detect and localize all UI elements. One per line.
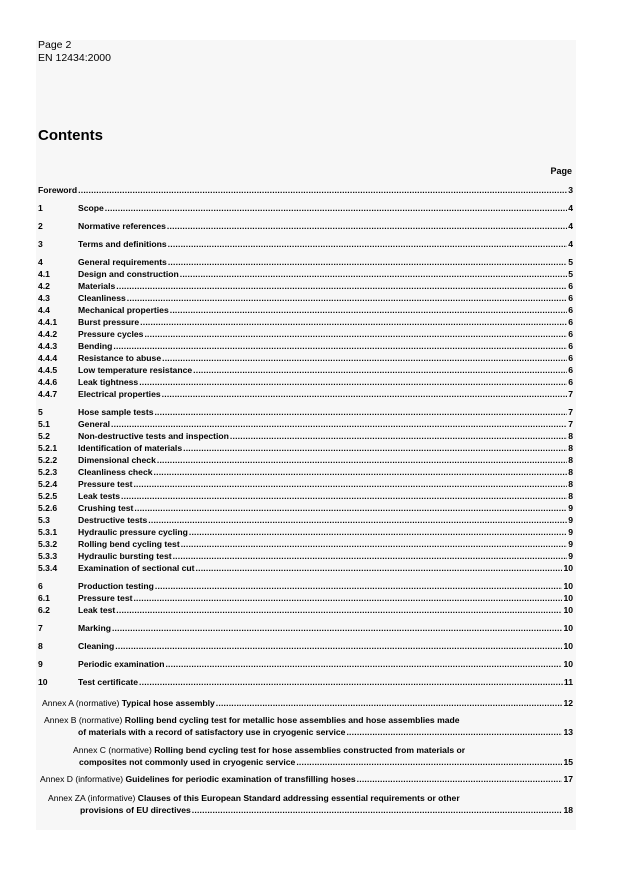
toc-entry-number: 4.4.4 [38,353,58,363]
toc-entry-number: 4.3 [38,293,50,303]
leader-dots [296,756,562,768]
toc-row[interactable] [38,604,573,616]
toc-row[interactable] [38,220,573,232]
toc-entry-text: Leak tests [78,491,121,501]
leader-dots [111,418,567,430]
leader-dots [140,316,567,328]
toc-entry-page: 6 [568,305,573,315]
toc-row[interactable] [38,364,573,376]
toc-entry-text: Hydraulic pressure cycling [78,527,188,537]
toc-entry-number: 8 [38,641,43,651]
toc-row[interactable] [38,304,573,316]
toc-entry-page: 7 [568,419,573,429]
leader-dots [116,280,567,292]
toc-entry-page: 5 [568,269,573,279]
toc-entry-text: Cleaning [78,641,115,651]
toc-entry-text: Non-destructive tests and inspection [78,431,229,441]
page-header [38,39,111,65]
annex-page: 17 [563,774,573,784]
toc-entry-page: 9 [568,515,573,525]
leader-dots [170,304,567,316]
toc-entry-text: Mechanical properties [78,305,169,315]
toc-entry-page: 5 [568,257,573,267]
toc-entry-number: 6.2 [38,605,50,615]
toc-entry-number: 10 [38,677,48,687]
toc-row[interactable] [38,538,573,550]
toc-entry-number: 5.2.5 [38,491,58,501]
toc-entry-text: Examination of sectional cut [78,563,195,573]
leader-dots [139,676,563,688]
toc-entry-text: Design and construction [78,269,179,279]
toc-entry-page: 8 [568,455,573,465]
toc-row[interactable] [38,352,573,364]
toc-entry-page: 4 [568,203,573,213]
toc-entry-text: Destructive tests [78,515,148,525]
toc-entry-page: 9 [568,527,573,537]
toc-entry-number: 4.4.1 [38,317,58,327]
toc-row-foreword[interactable] [38,184,573,196]
toc-entry-page: 10 [563,581,573,591]
toc-entry-number: 5.1 [38,419,50,429]
toc-entry-text: Burst pressure [78,317,140,327]
toc-row[interactable] [38,466,573,478]
leader-dots [165,658,562,670]
toc-entry-number: 7 [38,623,43,633]
toc-entry-text: Pressure test [78,479,133,489]
toc-row[interactable] [38,658,573,670]
leader-dots [133,478,567,490]
toc-entry-page: 11 [563,677,573,687]
leader-dots [180,268,567,280]
annex-page: 12 [563,698,573,708]
annex-prefix: Annex B (normative) [44,715,123,725]
toc-row[interactable] [38,376,573,388]
leader-dots [115,640,562,652]
toc-entry-page: 10 [563,623,573,633]
leader-dots [144,328,567,340]
toc-entry-text: General [78,419,111,429]
annex-title: Rolling bend cycling test for hose assemblies constructed from materials or [154,745,466,755]
toc-entry-number: 4.4.3 [38,341,58,351]
page-number: Page 2 [38,39,72,51]
toc-entry-text: Hydraulic bursting test [78,551,172,561]
toc-entry-number: 5.3 [38,515,50,525]
toc-entry-page: 10 [563,641,573,651]
toc-entry-page: 3 [568,185,573,195]
toc-row[interactable] [38,490,573,502]
toc-row[interactable] [38,292,573,304]
leader-dots [181,538,568,550]
toc-entry-text: Normative references [78,221,166,231]
toc-row[interactable] [38,256,573,268]
leader-dots [154,406,567,418]
annex-title-cont: provisions of EU directives [80,805,191,815]
toc-row[interactable] [38,562,573,574]
leader-dots [155,580,563,592]
leader-dots [157,454,567,466]
toc-row[interactable] [38,328,573,340]
leader-dots [162,352,567,364]
toc-entry-text: Hose sample tests [78,407,154,417]
toc-row[interactable] [38,316,573,328]
toc-row[interactable] [38,622,573,634]
toc-row[interactable] [38,418,573,430]
toc-row[interactable] [38,592,573,604]
annex-title-cont: of materials with a record of satisfactory use in cryogenic service [78,727,346,737]
toc-row[interactable] [38,514,573,526]
leader-dots [183,442,567,454]
leader-dots [193,364,567,376]
toc-entry-number: 5.3.2 [38,539,58,549]
toc-entry-number: 1 [38,203,43,213]
leader-dots [78,184,567,196]
toc-entry-text: Periodic examination [78,659,165,669]
toc-entry-number: 5.2.1 [38,443,58,453]
annex-prefix: Annex D (informative) [40,774,124,784]
toc-row[interactable] [38,202,573,214]
toc-entry-number: 6.1 [38,593,50,603]
leader-dots [173,550,568,562]
toc-entry-number: 5.2.2 [38,455,58,465]
toc-row[interactable] [38,388,573,400]
leader-dots [121,490,567,502]
toc-entry-page: 6 [568,317,573,327]
toc-row[interactable] [38,526,573,538]
toc-entry-text: Crushing test [78,503,134,513]
toc-entry-text: Foreword [38,185,78,195]
toc-row[interactable] [38,550,573,562]
toc-entry-text: Cleanliness check [78,467,153,477]
toc-row[interactable] [38,478,573,490]
leader-dots [105,202,567,214]
leader-dots [127,292,567,304]
toc-entry-text: Leak tightness [78,377,139,387]
toc-entry-text: Leak test [78,605,116,615]
annex-prefix: Annex ZA (informative) [48,793,136,803]
toc-entry-text: Electrical properties [78,389,161,399]
toc-entry-page: 10 [563,605,573,615]
toc-entry-number: 5.2.4 [38,479,58,489]
annex-page: 18 [563,805,573,815]
toc-entry-text: General requirements [78,257,167,267]
toc-row[interactable] [38,640,573,652]
toc-entry-page: 10 [563,563,573,573]
toc-entry-number: 5.2 [38,431,50,441]
toc-entry-page: 6 [568,329,573,339]
annex-za[interactable] [48,792,573,816]
toc-entry-page: 6 [568,377,573,387]
toc-entry-number: 6 [38,581,43,591]
toc-entry-page: 8 [568,467,573,477]
annex-title: Guidelines for periodic examination of transfilling hoses [125,774,356,784]
toc-entry-page: 10 [563,593,573,603]
toc-entry-text: Production testing [78,581,154,591]
toc-row[interactable] [38,676,573,688]
toc-row[interactable] [38,238,573,250]
leader-dots [162,388,568,400]
toc-entry-page: 6 [568,353,573,363]
toc-entry-page: 6 [568,281,573,291]
toc-entry-page: 6 [568,341,573,351]
leader-dots [346,726,562,738]
toc-entry-page: 7 [568,407,573,417]
leader-dots [230,430,567,442]
leader-dots [192,804,563,816]
toc-entry-text: Rolling bend cycling test [78,539,180,549]
annex-c[interactable] [73,744,573,768]
toc-entry-text: Identification of materials [78,443,183,453]
toc-entry-text: Scope [78,203,104,213]
toc-row[interactable] [38,442,573,454]
annex-prefix: Annex C (normative) [73,745,152,755]
toc-entry-page: 6 [568,365,573,375]
annex-title-cont: composites not commonly used in cryogenic service [79,757,296,767]
toc-entry-number: 5.2.3 [38,467,58,477]
toc-entry-text: Resistance to abuse [78,353,162,363]
leader-dots [168,238,568,250]
contents-title: Contents [38,127,103,144]
leader-dots [133,592,562,604]
toc-entry-text: Cleanliness [78,293,126,303]
annex-d[interactable] [40,773,573,785]
leader-dots [116,604,562,616]
toc-entry-number: 4.4.7 [38,389,58,399]
toc-entry-page: 6 [568,293,573,303]
toc-entry-page: 8 [568,443,573,453]
toc-entry-number: 5 [38,407,43,417]
toc-entry-page: 8 [568,479,573,489]
annex-a[interactable] [42,697,573,709]
toc-entry-number: 5.3.4 [38,563,58,573]
toc-entry-number: 5.3.1 [38,527,58,537]
leader-dots [167,220,567,232]
leader-dots [189,526,567,538]
annex-page: 15 [563,757,573,767]
leader-dots [168,256,567,268]
annex-title: Rolling bend cycling test for metallic hose assemblies and hose assemblies made [124,715,460,725]
toc-entry-page: 4 [568,221,573,231]
toc-entry-page: 9 [568,503,573,513]
toc-row[interactable] [38,268,573,280]
toc-entry-page: 8 [568,491,573,501]
toc-entry-text: Bending [78,341,113,351]
toc-row[interactable] [38,280,573,292]
toc-entry-page: 9 [568,539,573,549]
annex-title: Clauses of this European Standard addressing essential requirements or other [137,793,460,803]
annex-page: 13 [563,727,573,737]
leader-dots [112,622,562,634]
toc-entry-text: Pressure cycles [78,329,144,339]
toc-entry-text: Marking [78,623,111,633]
toc-entry-number: 4.4.6 [38,377,58,387]
toc-entry-text: Terms and definitions [78,239,167,249]
toc-entry-number: 2 [38,221,43,231]
toc-entry-number: 4 [38,257,43,267]
toc-entry-page: 7 [568,389,573,399]
annex-b[interactable] [44,714,573,738]
toc-entry-text: Test certificate [78,677,139,687]
toc-entry-page: 4 [568,239,573,249]
toc-entry-number: 5.2.6 [38,503,58,513]
leader-dots [216,697,563,709]
toc-row[interactable] [38,580,573,592]
leader-dots [196,562,563,574]
annex-prefix: Annex A (normative) [42,698,120,708]
leader-dots [357,773,563,785]
leader-dots [154,466,568,478]
toc-entry-number: 3 [38,239,43,249]
toc-entry-page: 8 [568,431,573,441]
toc-row[interactable] [38,502,573,514]
leader-dots [148,514,567,526]
leader-dots [134,502,567,514]
standard-id: EN 12434:2000 [38,52,111,64]
toc-entry-text: Dimensional check [78,455,156,465]
toc-entry-text: Pressure test [78,593,133,603]
toc-entry-text: Low temperature resistance [78,365,193,375]
toc-entry-number: 9 [38,659,43,669]
toc-entry-text: Materials [78,281,116,291]
toc-row[interactable] [38,454,573,466]
toc-entry-number: 4.4.2 [38,329,58,339]
toc-entry-page: 9 [568,551,573,561]
leader-dots [113,340,567,352]
toc-entry-number: 4.4 [38,305,50,315]
toc-row[interactable] [38,430,573,442]
toc-row[interactable] [38,406,573,418]
toc-entry-number: 4.4.5 [38,365,58,375]
toc-entry-page: 10 [563,659,573,669]
leader-dots [139,376,567,388]
toc-entry-number: 4.1 [38,269,50,279]
page-column-label: Page [550,166,572,176]
toc-row[interactable] [38,340,573,352]
toc-entry-number: 4.2 [38,281,50,291]
annex-title: Typical hose assembly [121,698,215,708]
toc-entry-number: 5.3.3 [38,551,58,561]
